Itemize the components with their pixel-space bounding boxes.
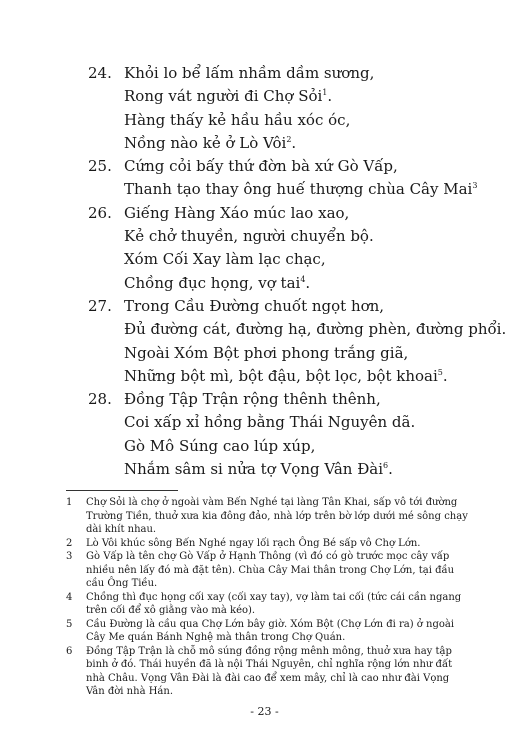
line-text: Đồng Tập Trận rộng thênh thênh, (124, 390, 381, 409)
poem-line (88, 225, 488, 248)
poem-line: Nhắm sâm si nửa tợ Vọng Vân Đài$^6$. (124, 460, 393, 479)
footnote-marker: 4 (300, 274, 306, 284)
line-text: Xóm Cối Xay làm lạc chạc, (124, 250, 326, 269)
footnote-text: Cầu Đường là cầu qua Chợ Lớn bây giờ. Xóm Bột (Chợ Lớn đi ra) ở ngoài Cây Me quán Bánh Nghệ mà thân trong Chợ Quán. (86, 618, 455, 643)
footnote-number: 5 (66, 618, 73, 630)
stanza-27 (88, 295, 507, 388)
poem-line (88, 318, 507, 341)
line-text: Chồng đục họng, vợ tai (124, 273, 301, 292)
footnote-number: 4 (66, 591, 73, 603)
poem-line (88, 155, 488, 178)
poem-line (88, 202, 488, 225)
poem-line (88, 178, 488, 201)
line-text: Gò Mô Súng cao lúp xúp, (124, 436, 316, 455)
footnote-item (66, 550, 470, 591)
poem-line: Rong vát người đi Chợ Sỏi$^1$. (124, 87, 333, 106)
poem-line (88, 248, 488, 271)
stanza-number: 28. (88, 390, 112, 409)
footnote-text: Lò Vôi khúc sông Bến Nghé ngay lối rạch Ông Bé sấp vô Chợ Lớn. (86, 537, 421, 549)
line-text: Giếng Hàng Xáo múc lao xao, (124, 203, 350, 222)
line-text: Coi xấp xỉ hồng bằng Thái Nguyên dã. (124, 413, 416, 432)
footnote-marker: 1 (322, 88, 328, 98)
line-text: Ngoài Xóm Bột phơi phong trắng giã, (124, 343, 409, 362)
line-text: Thanh tạo thay ông huế thượng chùa Cây Mai (124, 180, 473, 199)
footnote-item (66, 645, 470, 699)
footnote-marker: 5 (437, 367, 443, 377)
footnote-number: 3 (66, 551, 73, 562)
stanza-number: 25. (88, 157, 112, 176)
line-text: Khỏi lo bể lấm nhầm dầm sương, (124, 64, 375, 82)
footnote-text: Chồng thì đục họng cối xay (cối xay tay), vợ làm tai cối (tức cái cần ngang trên cối để xô giằng vào mà kéo). (86, 591, 462, 616)
footnote-item (66, 496, 470, 537)
line-text: Kẻ chở thuyền, người chuyển bộ. (124, 227, 374, 246)
poem-line: Nồng nào kẻ ở Lò Vôi$^2$. (124, 133, 297, 152)
poem-line (88, 62, 488, 85)
line-text: Rong vát người đi Chợ Sỏi (124, 87, 323, 106)
footnote-item (66, 591, 470, 618)
line-text: Những bột mì, bột đậu, bột lọc, bột khoai (124, 366, 438, 385)
page-number: - 23 - (250, 705, 279, 718)
footnote-divider (66, 490, 178, 491)
line-text: Hàng thấy kẻ hầu hầu xóc óc, (124, 110, 351, 129)
footnotes (66, 496, 470, 699)
stanza-number: 24. (88, 64, 112, 82)
footnote-marker: 6 (383, 461, 389, 471)
footnote-text: Gò Vấp là tên chợ Gò Vấp ở Hạnh Thông (vì đó có gò trước mọc cây vấp nhiều nên lấy đó mà đặt tên). Chùa Cây Mai thân trong Chợ Lớn, tại đầu cầu Ông Tiều. (86, 551, 455, 589)
footnote-item (66, 537, 470, 551)
stanza-25 (88, 155, 488, 202)
poem-line (88, 411, 488, 434)
footnote-number: 1 (66, 497, 73, 508)
line-text: Cứng cỏi bấy thứ đờn bà xứ Gò Vấp, (124, 157, 398, 176)
footnote-marker: 2 (286, 134, 292, 144)
stanza-24 (88, 62, 488, 155)
line-text: Trong Cầu Đường chuốt ngọt hơn, (124, 296, 385, 315)
poem-line: Chồng đục họng, vợ tai$^4$. (124, 273, 311, 292)
poem-line (88, 435, 488, 458)
line-text: Đủ đường cát, đường hạ, đường phèn, đường phổi. (124, 320, 507, 339)
footnote-number: 2 (66, 537, 73, 549)
poem-line (88, 388, 488, 411)
stanza-number: 26. (88, 203, 112, 222)
poem-line: Những bột mì, bột đậu, bột lọc, bột khoai$^5$. (124, 366, 448, 385)
footnote-number: 6 (66, 645, 73, 657)
footnote-text: Đồng Tập Trận là chỗ mô súng đồng rộng mênh mông, thuở xưa hay tập binh ở đó. Thái huyền đã là nội Thái Nguyên, chỉ nghĩa rộng lớn như đất nhà Châu. Vọng Vân Đài là đài cao để xem mây, chỉ là cao như đài Vọng Vân đời nhà Hán. (86, 645, 453, 697)
poem-line (88, 109, 488, 132)
poem-body (88, 62, 507, 481)
stanza-number: 27. (88, 296, 112, 315)
footnote-item (66, 618, 470, 645)
line-text: Nồng nào kẻ ở Lò Vôi (124, 133, 287, 152)
footnote-text: Chợ Sỏi là chợ ở ngoài vàm Bến Nghé tại làng Tân Khai, sấp vô tới đường Trường Tiền, thuở xưa kia đông đảo, nhà lớp trên bờ lớp dưới mé sông chạy dài khít nhau. (86, 497, 468, 535)
line-text: Nhắm sâm si nửa tợ Vọng Vân Đài (124, 460, 384, 479)
footnote-marker: 3 (472, 181, 478, 191)
stanza-26 (88, 202, 488, 295)
stanza-28 (88, 388, 488, 481)
poem-line (88, 295, 488, 318)
poem-line (88, 342, 488, 365)
